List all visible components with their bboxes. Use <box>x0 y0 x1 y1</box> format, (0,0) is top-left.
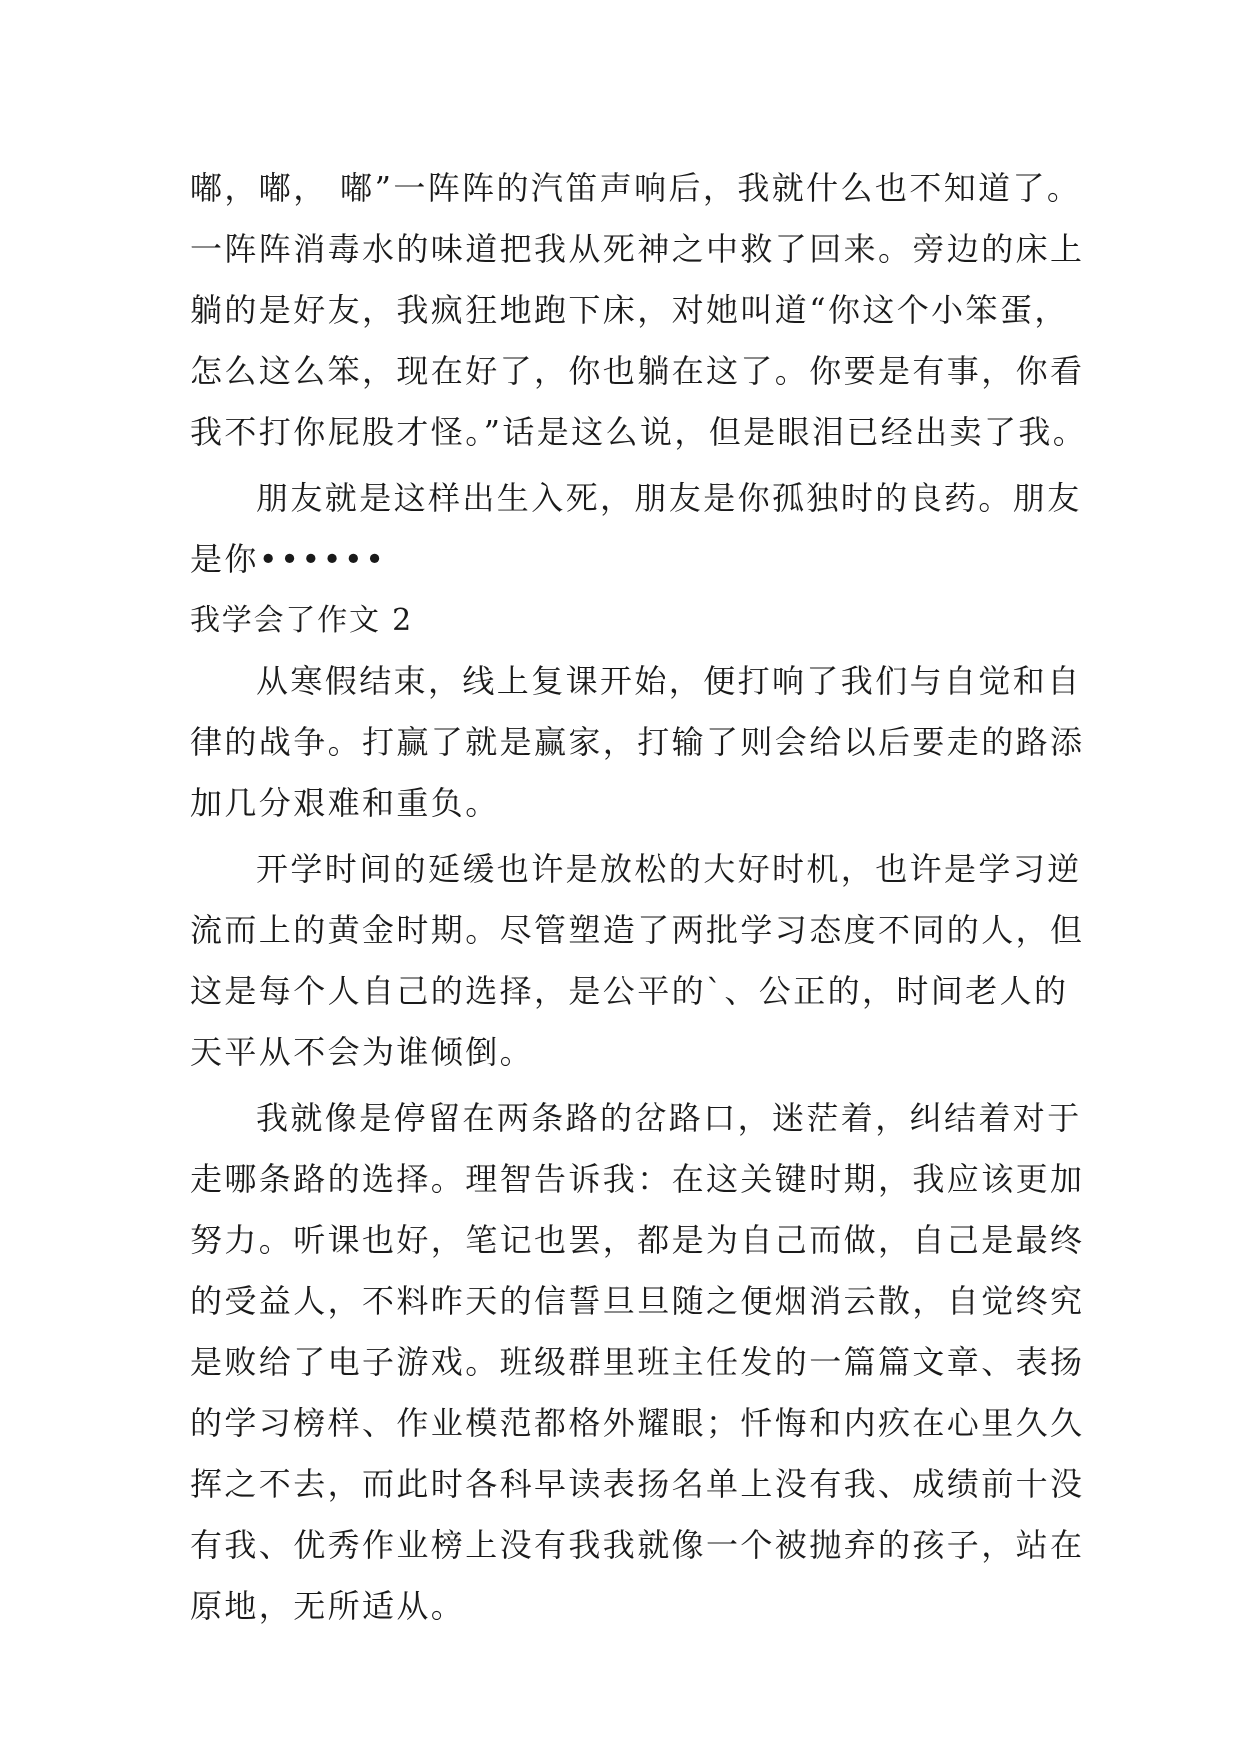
text-line: 的学习榜样、作业模范都格外耀眼；忏悔和内疚在心里久久 <box>190 1404 1085 1442</box>
text-line: 这是每个人自己的选择，是公平的`、公正的，时间老人的 <box>190 972 1069 1010</box>
text-line: 原地，无所适从。 <box>190 1587 466 1625</box>
document-page <box>190 158 1088 1637</box>
text-line: 努力。听课也好，笔记也罢，都是为自己而做，自己是最终 <box>190 1221 1085 1259</box>
text-line: 怎么这么笨，现在好了，你也躺在这了。你要是有事，你看 <box>190 352 1085 390</box>
essay-title <box>190 590 1070 651</box>
paragraph <box>190 158 1088 463</box>
text-line: 天平从不会为谁倾倒。 <box>190 1033 535 1071</box>
text-line: 加几分艰难和重负。 <box>190 784 500 822</box>
paragraph <box>190 468 1082 590</box>
text-line: 流而上的黄金时期。尽管塑造了两批学习态度不同的人，但 <box>190 911 1085 949</box>
text-line: 是你•••••• <box>190 540 387 578</box>
text-line: 从寒假结束，线上复课开始，便打响了我们与自觉和自 <box>256 662 1082 700</box>
paragraph <box>190 839 1085 1083</box>
text-line: 律的战争。打赢了就是赢家，打输了则会给以后要走的路添 <box>190 723 1085 761</box>
text-line: 走哪条路的选择。理智告诉我：在这关键时期，我应该更加 <box>190 1160 1085 1198</box>
text-line: 朋友就是这样出生入死，朋友是你孤独时的良药。朋友 <box>256 479 1082 517</box>
text-line: 一阵阵消毒水的味道把我从死神之中救了回来。旁边的床上 <box>190 230 1085 268</box>
paragraph <box>190 1088 1085 1637</box>
text-line: 开学时间的延缓也许是放松的大好时机，也许是学习逆 <box>256 850 1082 888</box>
text-line: 我不打你屁股才怪。”话是这么说，但是眼泪已经出卖了我。 <box>190 413 1088 451</box>
text-line: 的受益人，不料昨天的信誓旦旦随之便烟消云散，自觉终究 <box>190 1282 1085 1320</box>
text-line: 躺的是好友，我疯狂地跑下床，对她叫道“你这个小笨蛋， <box>190 291 1069 329</box>
text-line: 是败给了电子游戏。班级群里班主任发的一篇篇文章、表扬 <box>190 1343 1085 1381</box>
text-line: 挥之不去，而此时各科早读表扬名单上没有我、成绩前十没 <box>190 1465 1085 1503</box>
paragraph <box>190 651 1085 834</box>
text-line: 有我、优秀作业榜上没有我我就像一个被抛弃的孩子，站在 <box>190 1526 1085 1564</box>
text-line: 嘟，嘟， 嘟”一阵阵的汽笛声响后，我就什么也不知道了。 <box>190 169 1082 207</box>
text-line: 我就像是停留在两条路的岔路口，迷茫着，纠结着对于 <box>256 1099 1082 1137</box>
title-text: 我学会了作文 2 <box>190 603 414 638</box>
